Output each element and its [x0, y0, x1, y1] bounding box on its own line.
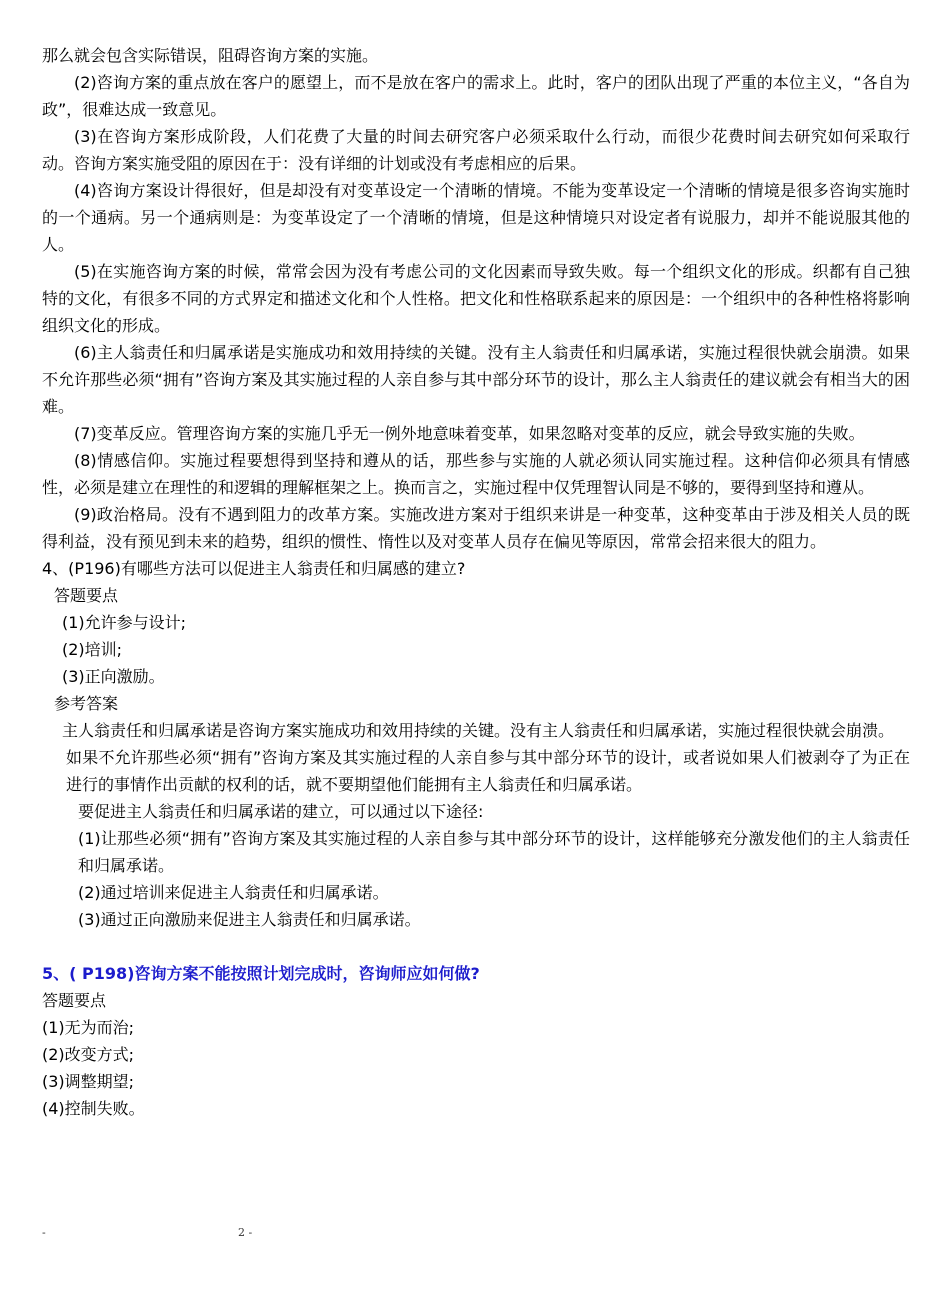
- footer-dash: -: [42, 1226, 46, 1239]
- q4-reference-5: (2)通过培训来促进主人翁责任和归属承诺。: [78, 883, 389, 902]
- q5-key-point-1: (1)无为而治;: [42, 1018, 135, 1037]
- document-page: [42, 42, 910, 1122]
- q4-key-points-label: 答题要点: [54, 586, 119, 605]
- page-number: 2 -: [238, 1226, 253, 1239]
- q4-key-point-1: (1)允许参与设计;: [62, 613, 187, 632]
- paragraph-7: (7)变革反应。管理咨询方案的实施几乎无一例外地意味着变革，如果忽略对变革的反应，就会导致实施的失败。: [74, 424, 865, 443]
- paragraph-8: (8)情感信仰。实施过程要想得到坚持和遵从的话，那些参与实施的人就必须认同实施过程。这种信仰必须具有情感性，必须是建立在理性的和逻辑的理解框架之上。换而言之，实施过程中仅凭理智认同是不够的，要得到坚持和遵从。: [42, 451, 910, 497]
- q5-key-points-label: 答题要点: [42, 991, 107, 1010]
- question-5-title: 5、( P198)咨询方案不能按照计划完成时，咨询师应如何做?: [42, 964, 480, 983]
- q4-reference-3: 要促进主人翁责任和归属承诺的建立，可以通过以下途径:: [78, 802, 484, 821]
- paragraph-5: (5)在实施咨询方案的时候，常常会因为没有考虑公司的文化因素而导致失败。每一个组织文化的形成。织都有自己独特的文化，有很多不同的方式界定和描述文化和个人性格。把文化和性格联系起来的原因是：一个组织中的各种性格将影响组织文化的形成。: [42, 262, 910, 335]
- paragraph-9: (9)政治格局。没有不遇到阻力的改革方案。实施改进方案对于组织来讲是一种变革，这种变革由于涉及相关人员的既得利益，没有预见到未来的趋势，组织的惯性、惰性以及对变革人员存在偏见等原因，常常会招来很大的阻力。: [42, 505, 910, 551]
- q4-reference-label: 参考答案: [54, 694, 119, 713]
- q4-reference-6: (3)通过正向激励来促进主人翁责任和归属承诺。: [78, 910, 421, 929]
- q5-key-point-4: (4)控制失败。: [42, 1099, 145, 1118]
- q5-key-point-2: (2)改变方式;: [42, 1045, 135, 1064]
- question-4-title: 4、(P196)有哪些方法可以促进主人翁责任和归属感的建立?: [42, 559, 466, 578]
- q4-reference-4: (1)让那些必须“拥有”咨询方案及其实施过程的人亲自参与其中部分环节的设计，这样能够充分激发他们的主人翁责任和归属承诺。: [78, 829, 910, 875]
- q4-key-point-2: (2)培训;: [62, 640, 123, 659]
- paragraph-2: (2)咨询方案的重点放在客户的愿望上，而不是放在客户的需求上。此时，客户的团队出现了严重的本位主义，“各自为政”，很难达成一致意见。: [42, 73, 910, 119]
- q4-key-point-3: (3)正向激励。: [62, 667, 165, 686]
- q4-reference-1: 主人翁责任和归属承诺是咨询方案实施成功和效用持续的关键。没有主人翁责任和归属承诺，实施过程很快就会崩溃。: [62, 721, 895, 740]
- paragraph-6: (6)主人翁责任和归属承诺是实施成功和效用持续的关键。没有主人翁责任和归属承诺，实施过程很快就会崩溃。如果不允许那些必须“拥有”咨询方案及其实施过程的人亲自参与其中部分环节的设计，那么主人翁责任的建议就会有相当大的困难。: [42, 343, 910, 416]
- paragraph-4: (4)咨询方案设计得很好，但是却没有对变革设定一个清晰的情境。不能为变革设定一个清晰的情境是很多咨询实施时的一个通病。另一个通病则是：为变革设定了一个清晰的情境，但是这种情境只对设定者有说服力，却并不能说服其他的人。: [42, 181, 910, 254]
- q4-reference-2: 如果不允许那些必须“拥有”咨询方案及其实施过程的人亲自参与其中部分环节的设计，或者说如果人们被剥夺了为正在进行的事情作出贡献的权利的话，就不要期望他们能拥有主人翁责任和归属承诺。: [66, 748, 910, 794]
- paragraph-3: (3)在咨询方案形成阶段，人们花费了大量的时间去研究客户必须采取什么行动，而很少花费时间去研究如何采取行动。咨询方案实施受阻的原因在于：没有详细的计划或没有考虑相应的后果。: [42, 127, 910, 173]
- paragraph-0: 那么就会包含实际错误，阻碍咨询方案的实施。: [42, 46, 379, 65]
- q5-key-point-3: (3)调整期望;: [42, 1072, 135, 1091]
